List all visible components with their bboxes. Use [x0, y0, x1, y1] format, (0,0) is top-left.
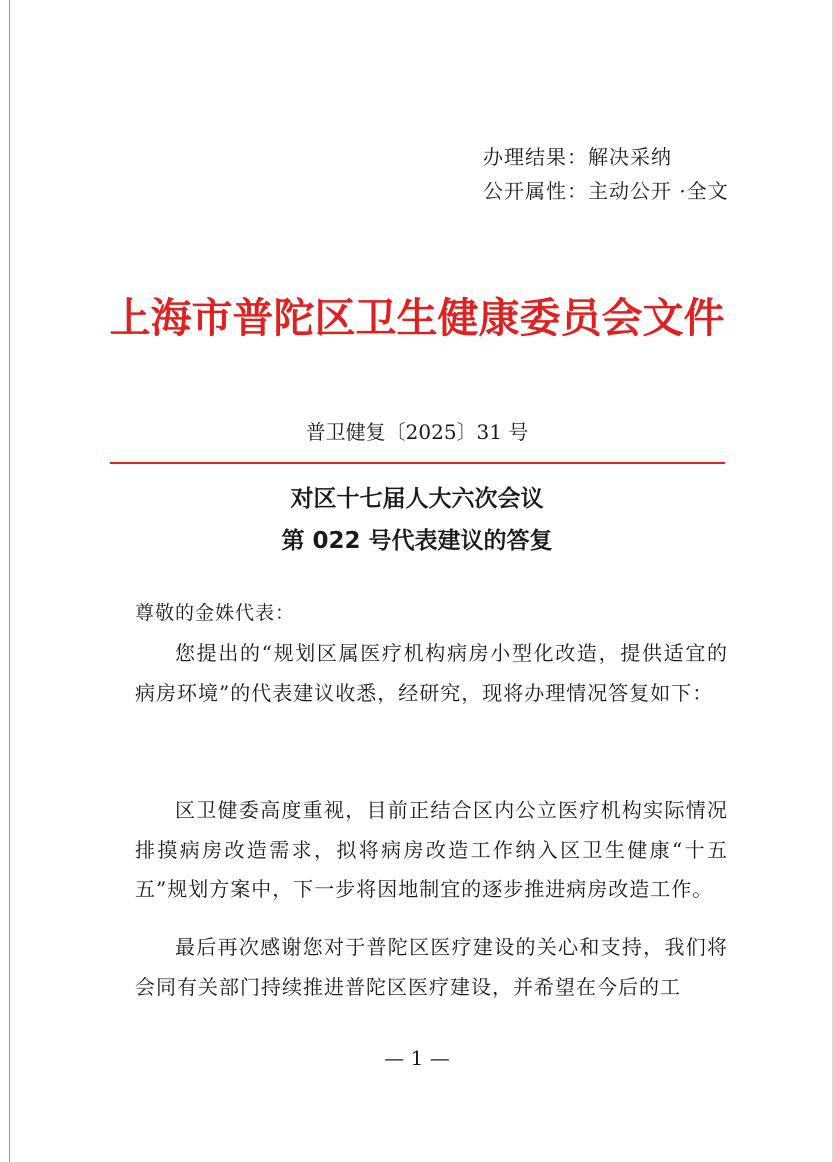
public-attribute: 公开属性：主动公开 ·全文 — [483, 179, 729, 203]
body-paragraph-1: 您提出的“规划区属医疗机构病房小型化改造，提供适宜的病房环境”的代表建议收悉，经研究，现将办理情况答复如下： — [135, 641, 728, 705]
handling-result: 办理结果：解决采纳 — [483, 145, 672, 169]
salutation: 尊敬的金姝代表： — [135, 602, 296, 624]
document-header-title: 上海市普陀区卫生健康委员会文件 — [109, 294, 725, 342]
red-divider-rule — [110, 462, 725, 464]
body-paragraph-2: 区卫健委高度重视，目前正结合区内公立医疗机构实际情况排摸病房改造需求，拟将病房改造工作纳入区卫生健康“十五五”规划方案中，下一步将因地制宜的逐步推进病房改造工作。 — [135, 798, 728, 901]
scan-edge-left — [9, 0, 10, 1162]
document-number: 普卫健复〔2025〕31 号 — [305, 420, 529, 444]
document-title-line-2: 第 022 号代表建议的答复 — [281, 528, 553, 554]
document-title-line-1: 对区十七届人大六次会议 — [290, 486, 544, 512]
body-paragraph-3: 最后再次感谢您对于普陀区医疗建设的关心和支持，我们将会同有关部门持续推进普陀区医疗建设，并希望在今后的工 — [135, 935, 728, 999]
page-number: — 1 — — [384, 1046, 450, 1070]
